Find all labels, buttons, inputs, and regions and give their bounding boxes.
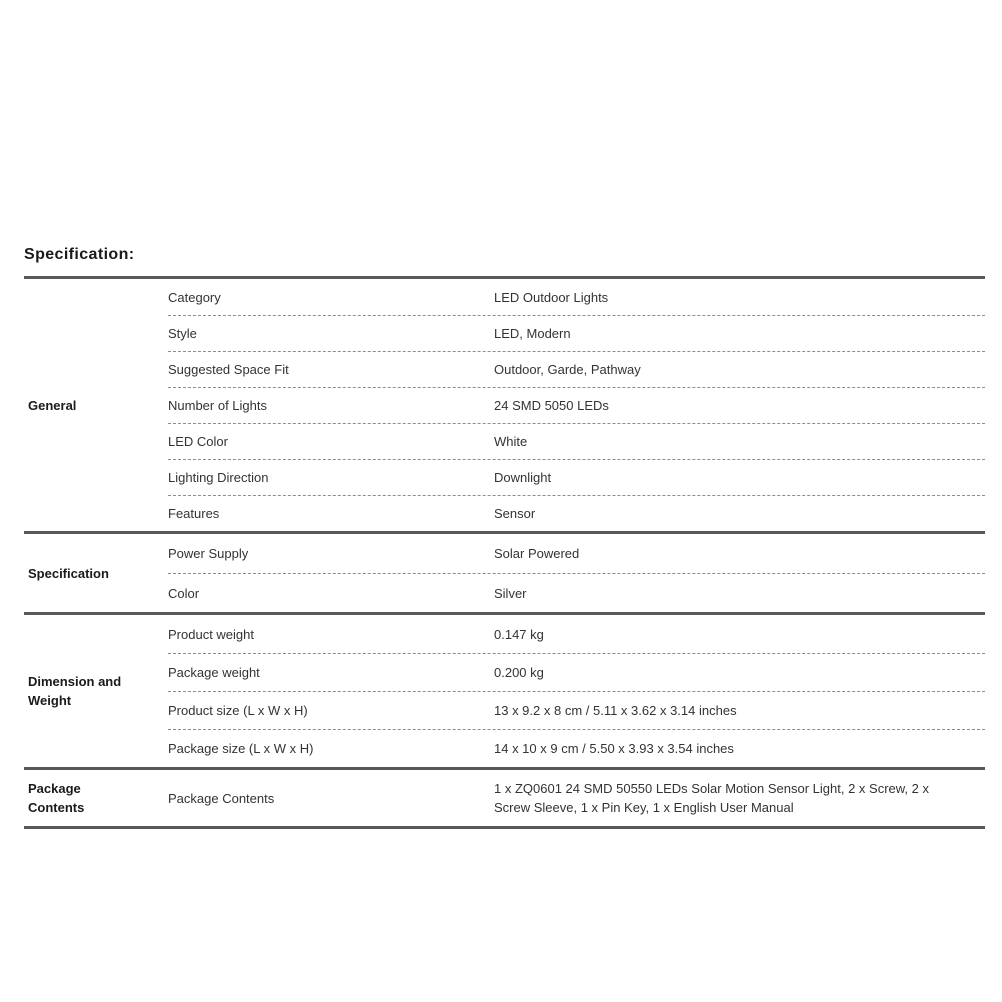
section-rows: [168, 534, 985, 612]
row-label: Package weight: [168, 665, 260, 680]
row-label: Package size (L x W x H): [168, 741, 314, 756]
table-row: [168, 423, 985, 459]
row-value: 13 x 9.2 x 8 cm / 5.11 x 3.62 x 3.14 inches: [494, 703, 737, 718]
section-header-specification: Specification: [28, 565, 109, 581]
row-value: 1 x ZQ0601 24 SMD 50550 LEDs Solar Motion Sensor Light, 2 x Screw, 2 x Screw Sleeve, 1 x Pin Key, 1 x English User Manual: [494, 781, 929, 815]
table-row: [168, 729, 985, 767]
section-header-general: General: [28, 397, 77, 413]
row-value: Downlight: [494, 470, 552, 485]
table-row: [168, 495, 985, 531]
row-value: Solar Powered: [494, 546, 580, 561]
section-dimension-and-weight: [24, 612, 985, 767]
section-header-dimension-and-weight: Dimension and Weight: [28, 674, 122, 708]
section-header-package-contents: Package Contents: [28, 781, 85, 815]
section-package-contents: [24, 767, 985, 826]
section-specification: [24, 531, 985, 612]
row-value: Sensor: [494, 506, 536, 521]
table-row: [168, 573, 985, 612]
row-label: Color: [168, 585, 200, 601]
specification-table: [24, 276, 985, 829]
row-value: LED Outdoor Lights: [494, 289, 609, 305]
row-label: Category: [168, 289, 221, 305]
table-row: [168, 615, 985, 653]
row-value: Outdoor, Garde, Pathway: [494, 362, 641, 377]
row-value: Silver: [494, 585, 527, 601]
table-row: [168, 691, 985, 729]
table-row: [168, 534, 985, 573]
section-rows: [168, 615, 985, 767]
row-label: Suggested Space Fit: [168, 362, 289, 377]
section-rows: [168, 770, 985, 826]
row-value: 24 SMD 5050 LEDs: [494, 398, 609, 413]
row-label: Features: [168, 506, 220, 521]
row-label: Power Supply: [168, 546, 249, 561]
table-row: [168, 653, 985, 691]
table-row: [168, 459, 985, 495]
section-general: [24, 276, 985, 531]
row-label: Package Contents: [168, 790, 275, 806]
row-label: LED Color: [168, 434, 228, 449]
section-rows: [168, 279, 985, 531]
table-row: [168, 387, 985, 423]
row-value: 14 x 10 x 9 cm / 5.50 x 3.93 x 3.54 inches: [494, 741, 734, 756]
table-row: [168, 279, 985, 315]
row-label: Style: [168, 326, 197, 341]
row-label: Product size (L x W x H): [168, 703, 308, 718]
row-value: White: [494, 434, 528, 449]
row-label: Lighting Direction: [168, 470, 269, 485]
table-row: [168, 351, 985, 387]
row-value: 0.147 kg: [494, 626, 544, 642]
row-value: LED, Modern: [494, 326, 571, 341]
table-row: [168, 315, 985, 351]
row-label: Product weight: [168, 626, 254, 642]
page-title: Specification:: [24, 246, 135, 263]
row-label: Number of Lights: [168, 398, 267, 413]
row-value: 0.200 kg: [494, 665, 544, 680]
table-row: [168, 770, 985, 826]
